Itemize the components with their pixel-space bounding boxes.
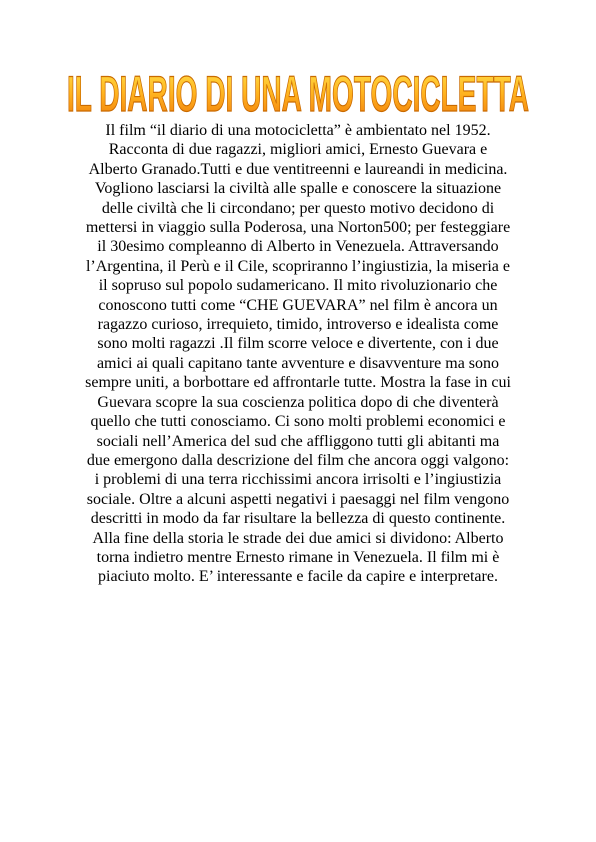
document-body — [28, 121, 568, 587]
body-text-line: conoscono tutti come “CHE GUEVARA” nel film è ancora un — [98, 296, 498, 314]
body-text-line: Alberto Granado.Tutti e due ventitreenni e laureandi in medicina. — [88, 160, 508, 178]
body-text-line: mettersi in viaggio sulla Poderosa, una Norton500; per festeggiare — [85, 219, 511, 237]
body-text-line: ragazzo curioso, irrequieto, timido, introverso e idealista come — [97, 316, 499, 334]
body-text-line: delle civiltà che li circondano; per questo motivo decidono di — [101, 199, 495, 217]
body-text-line: Racconta di due ragazzi, migliori amici, Ernesto Guevara e — [108, 141, 488, 159]
body-text-line: Il film “il diario di una motocicletta” è ambientato nel 1952. — [105, 122, 491, 139]
body-text-line: torna indietro mentre Ernesto rimane in Venezuela. Il film mi è — [96, 548, 500, 566]
body-text-line: il sopruso sul popolo sudamericano. Il mito rivoluzionario che — [98, 277, 498, 295]
body-text-line: sempre uniti, a borbottare ed affrontarle tutte. Mostra la fase in cui — [85, 374, 511, 392]
body-text-line: il 30esimo compleanno di Alberto in Venezuela. Attraversando — [97, 238, 499, 256]
body-text-line: sono molti ragazzi .Il film scorre veloce e divertente, con i due — [97, 335, 499, 353]
body-text-line: quello che tutti conosciamo. Ci sono molti problemi economici e — [90, 413, 506, 431]
body-text-line: due emergono dalla descrizione del film che ancora oggi valgono: — [86, 451, 510, 469]
document-title-wordart — [60, 68, 536, 116]
body-text-line: sociali nell’America del sud che affliggono tutti gli abitanti ma — [96, 432, 500, 450]
body-text-line: Guevara scopre la sua coscienza politica dopo di che diventerà — [97, 393, 499, 411]
body-text-line: l’Argentina, il Perù e il Cile, scopriranno l’ingiustizia, la miseria e — [85, 257, 511, 275]
body-text-line: descritti in modo da far risultare la bellezza di questo continente. — [90, 510, 506, 528]
body-text-line: Vogliono lasciarsi la civiltà alle spalle e conoscere la situazione — [94, 180, 502, 198]
body-text-line: piaciuto molto. E’ interessante e facile da capire e interpretare. — [98, 568, 498, 586]
document-title: IL DIARIO DI UNA MOTOCICLETTA — [67, 68, 529, 116]
body-text-line: amici ai quali capitano tante avventure e disavventure ma sono — [96, 354, 500, 372]
body-text-line: Alla fine della storia le strade dei due amici si dividono: Alberto — [92, 529, 504, 547]
body-text-line: i problemi di una terra ricchissimi ancora irrisolti e l’ingiustizia — [94, 471, 502, 489]
body-text-line: sociale. Oltre a alcuni aspetti negativi i paesaggi nel film vengono — [86, 490, 510, 508]
